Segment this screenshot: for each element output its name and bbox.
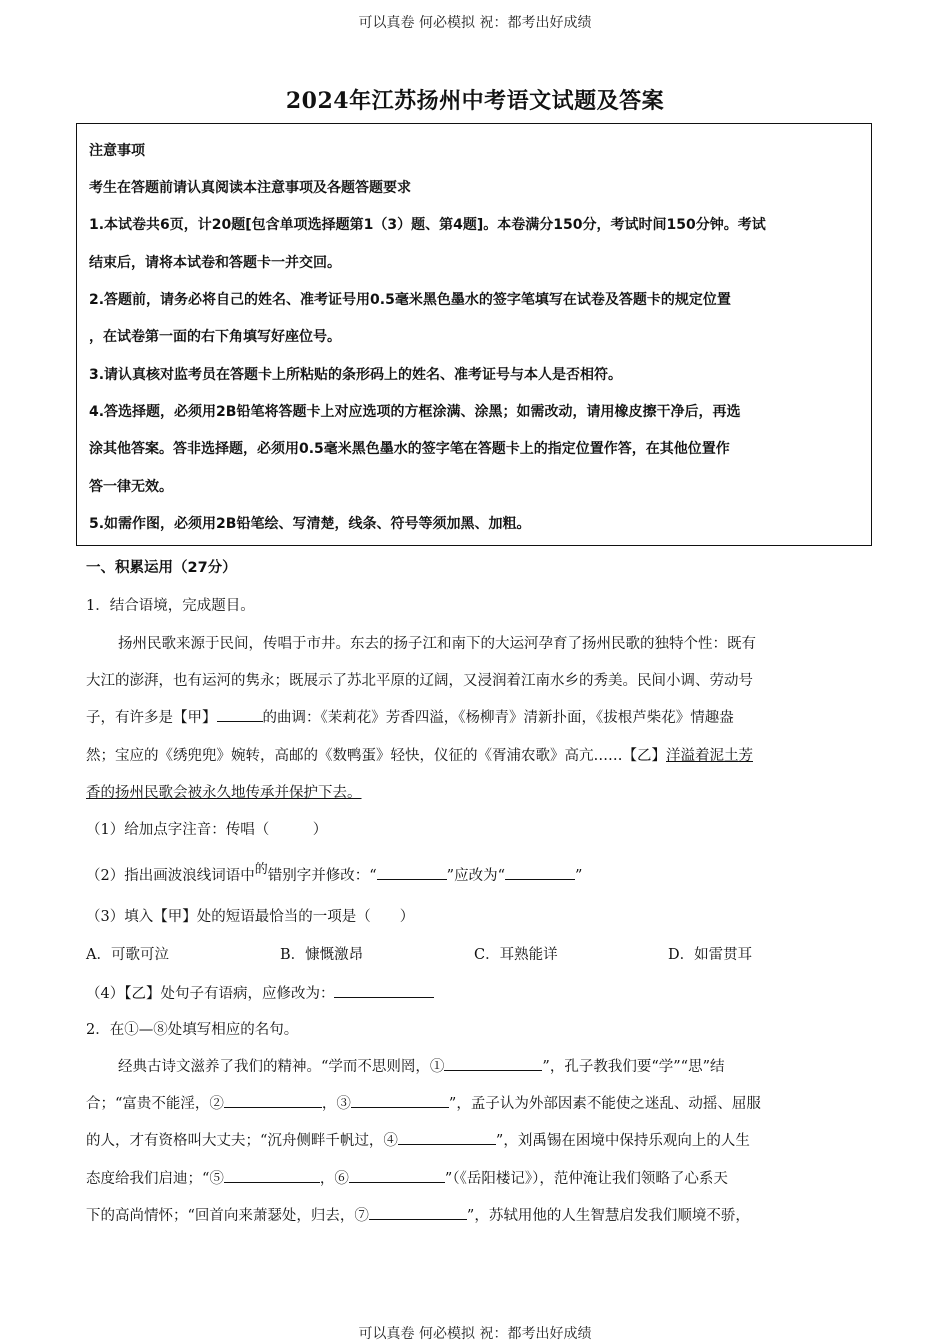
paragraph-text: 下的高尚情怀；“回首向来萧瑟处，归去，⑦ [86, 1208, 369, 1224]
paragraph-text: ，③ [321, 1096, 351, 1112]
sub-question-text: 错别字并修改：“ [267, 868, 377, 884]
paragraph-text: ，⑥ [319, 1171, 349, 1187]
page-footer-note: 可以真卷 何必模拟 祝：都考出好成绩 [358, 1326, 592, 1342]
sub-question-text: （2）指出画波浪线词语中 [86, 868, 255, 884]
answer-blank-5[interactable] [224, 1168, 320, 1183]
answer-blank-4[interactable] [398, 1130, 496, 1145]
page-title: 2024年江苏扬州中考语文试题及答案 [285, 88, 665, 114]
paragraph-text: 的人，才有资格叫大丈夫；“沉舟侧畔千帆过，④ [86, 1133, 398, 1149]
sub-question-2 [86, 864, 582, 885]
notice-line: 1.本试卷共6页，计20题[包含单项选择题第1（3）题、第4题]。本卷满分150分，考试时间150分钟。考试 [89, 217, 766, 233]
notice-line: ，在试卷第一面的右下角填写好座位号。 [89, 329, 341, 345]
option-c[interactable]: C．耳熟能详 [474, 947, 558, 963]
sub-question-text: ”应改为“ [446, 868, 505, 884]
notice-line: 2.答题前，请务必将自己的姓名、准考证号用0.5毫米黑色墨水的签字笔填写在试卷及答题卡的规定位置 [89, 292, 731, 308]
question-1-stem: 1．结合语境，完成题目。 [86, 598, 255, 614]
option-d[interactable]: D．如雷贯耳 [668, 947, 753, 963]
notice-line: 4.答选择题，必须用2B铅笔将答题卡上对应选项的方框涂满、涂黑；如需改动，请用橡皮擦干净后，再选 [89, 404, 741, 420]
paragraph-line: 大江的澎湃，也有运河的隽永；既展示了苏北平原的辽阔，又浸润着江南水乡的秀美。民间小调、劳动号 [86, 673, 753, 689]
option-a[interactable]: A．可歌可泣 [86, 947, 169, 963]
sub-question-1: （1）给加点字注音：传唱（ ） [86, 822, 328, 838]
answer-blank-jia[interactable] [217, 707, 263, 722]
paragraph-text: 子，有许多是【甲】 [86, 710, 217, 726]
question-2-stem: 2．在①—⑧处填写相应的名句。 [86, 1022, 299, 1038]
section-heading: 一、积累运用（27分） [86, 560, 237, 576]
sub-question-text: 的 [254, 862, 268, 877]
page-header-note: 可以真卷 何必模拟 祝：都考出好成绩 [358, 15, 592, 31]
paragraph-text: 的曲调：《茉莉花》芳香四溢，《杨柳青》清新扑面，《拔根芦柴花》情趣盎 [262, 710, 734, 726]
paragraph-text: ”，孟子认为外部因素不能使之迷乱、动摇、屈服 [448, 1096, 761, 1112]
paragraph-text: ”，刘禹锡在困境中保持乐观向上的人生 [495, 1133, 750, 1149]
paragraph-line: 扬州民歌来源于民间，传唱于市井。东去的扬子江和南下的大运河孕育了扬州民歌的独特个性：既有 [118, 636, 756, 652]
paragraph-text: 态度给我们启迪；“⑤ [86, 1171, 224, 1187]
paragraph-line [86, 1129, 750, 1150]
paragraph-line [86, 1167, 728, 1188]
answer-blank-7[interactable] [369, 1205, 467, 1220]
sub-question-4 [86, 982, 434, 1003]
underlined-sentence: 香的扬州民歌会被永久地传承并保护下去。 [86, 785, 362, 801]
notice-line: 5.如需作图，必须用2B铅笔绘、写清楚，线条、符号等须加黑、加粗。 [89, 516, 531, 532]
paragraph-line [86, 1204, 750, 1225]
answer-blank-correct-char[interactable] [505, 865, 575, 880]
notice-box [76, 123, 872, 546]
sub-question-text: （4）【乙】处句子有语病，应修改为： [86, 986, 335, 1002]
notice-line: 3.请认真核对监考员在答题卡上所粘贴的条形码上的姓名、准考证号与本人是否相符。 [89, 367, 623, 383]
notice-line: 答一律无效。 [89, 479, 173, 495]
answer-blank-1[interactable] [444, 1056, 542, 1071]
paragraph-text: ”，苏轼用他的人生智慧启发我们顺境不骄， [466, 1208, 750, 1224]
answer-blank-wrong-char[interactable] [377, 865, 447, 880]
sub-question-text: ” [575, 868, 583, 884]
paragraph-text: 合；“富贵不能淫，② [86, 1096, 224, 1112]
notice-line: 涂其他答案。答非选择题，必须用0.5毫米黑色墨水的签字笔在答题卡上的指定位置作答，在其他位置作 [89, 441, 730, 457]
sub-question-3: （3）填入【甲】处的短语最恰当的一项是（ ） [86, 909, 415, 925]
paragraph-line [86, 706, 734, 727]
paragraph-line [86, 1092, 761, 1113]
option-b[interactable]: B．慷慨激昂 [280, 947, 364, 963]
paragraph-text: 然；宝应的《绣兜兜》婉转，高邮的《数鸭蛋》轻快，仪征的《胥浦农歌》高亢……【乙】 [86, 748, 666, 764]
paragraph-line [118, 1055, 725, 1076]
answer-blank-2[interactable] [224, 1093, 322, 1108]
notice-line: 考生在答题前请认真阅读本注意事项及各题答题要求 [89, 180, 411, 196]
paragraph-line [86, 744, 753, 765]
notice-heading: 注意事项 [89, 143, 145, 159]
answer-blank-3[interactable] [351, 1093, 449, 1108]
answer-blank-revision[interactable] [334, 983, 434, 998]
notice-line: 结束后，请将本试卷和答题卡一并交回。 [89, 255, 341, 271]
underlined-sentence: 洋溢着泥土芳 [666, 748, 753, 764]
paragraph-text: ”，孔子教我们要“学”“思”结 [542, 1059, 725, 1075]
paragraph-text: ”（《岳阳楼记》），范仲淹让我们领略了心系天 [444, 1171, 728, 1187]
paragraph-text: 经典古诗文滋养了我们的精神。“学而不思则罔，① [118, 1059, 445, 1075]
answer-blank-6[interactable] [349, 1168, 445, 1183]
